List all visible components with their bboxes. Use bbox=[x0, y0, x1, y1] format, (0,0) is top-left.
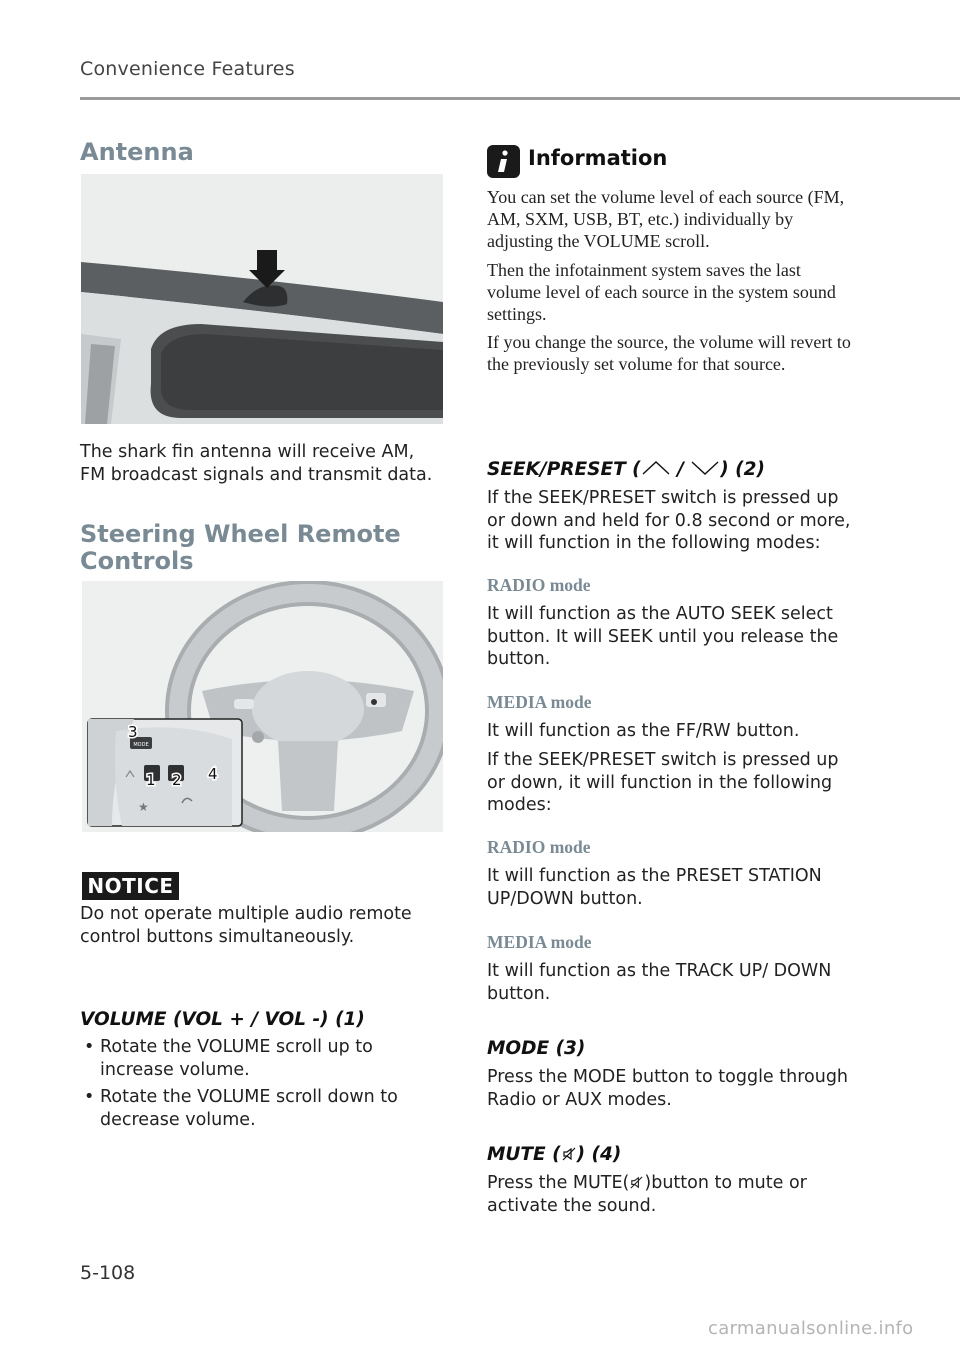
seek-heading bbox=[487, 459, 765, 480]
notice-text: Do not operate multiple audio remote control buttons simultaneously. bbox=[80, 904, 412, 947]
seek-hold-media-text: It will function as the FF/RW button. bbox=[487, 721, 800, 741]
seek-hold-radio-text: It will function as the AUTO SEEK select button. It will SEEK until you release the button. bbox=[487, 604, 839, 669]
mode-text: Press the MODE button to toggle through Radio or AUX modes. bbox=[487, 1067, 849, 1110]
information-paragraph: If you change the source, the volume will revert to the previously set volume for that source. bbox=[487, 332, 851, 374]
mode-button-label: MODE bbox=[133, 742, 149, 748]
mute-heading bbox=[487, 1144, 621, 1165]
callout-3: 3 bbox=[128, 723, 138, 741]
mute-icon bbox=[629, 1175, 644, 1190]
header-section-title: Convenience Features bbox=[80, 58, 295, 80]
mode-heading: MODE (3) bbox=[487, 1038, 586, 1059]
svg-text:★: ★ bbox=[138, 800, 149, 814]
seek-heading-prefix: SEEK/PRESET ( bbox=[487, 459, 641, 480]
seek-press-radio-text: It will function as the PRESET STATION UP/DOWN button. bbox=[487, 866, 822, 909]
notice-badge: NOTICE bbox=[82, 872, 179, 900]
steering-wheel-figure bbox=[82, 581, 443, 832]
antenna-heading: Antenna bbox=[80, 138, 194, 166]
steering-heading-line2: Controls bbox=[80, 547, 194, 575]
mute-heading-prefix: MUTE ( bbox=[487, 1144, 561, 1165]
seek-press-media-text: It will function as the TRACK UP/ DOWN button. bbox=[487, 961, 832, 1004]
antenna-description: The shark fin antenna will receive AM, FM broadcast signals and transmit data. bbox=[80, 442, 433, 485]
volume-bullet-down: • Rotate the VOLUME scroll down to decrease volume. bbox=[84, 1086, 444, 1131]
steering-wheel-illustration bbox=[82, 581, 443, 832]
steering-heading-line1: Steering Wheel Remote bbox=[80, 520, 401, 548]
page-number: 5-108 bbox=[80, 1262, 136, 1284]
seek-hold-radio-label: RADIO mode bbox=[487, 575, 591, 595]
mute-text-suffix: )button to mute or activate the sound. bbox=[487, 1173, 807, 1216]
car-roof-illustration bbox=[81, 174, 443, 424]
information-paragraph: Then the infotainment system saves the last volume level of each source in the system sound settings. bbox=[487, 260, 836, 324]
seek-press-radio-label: RADIO mode bbox=[487, 837, 591, 857]
volume-heading: VOLUME (VOL + / VOL -) (1) bbox=[80, 1009, 365, 1030]
watermark: carmanualsonline.info bbox=[708, 1318, 914, 1339]
steering-heading bbox=[80, 521, 401, 575]
callout-1: 1 bbox=[146, 771, 156, 789]
mute-heading-suffix: ) (4) bbox=[576, 1144, 622, 1165]
header-divider bbox=[80, 97, 960, 100]
mute-text-prefix: Press the MUTE( bbox=[487, 1173, 630, 1193]
volume-bullet-up: • Rotate the VOLUME scroll up to increase volume. bbox=[84, 1036, 444, 1081]
information-title: Information bbox=[528, 146, 668, 170]
seek-press-intro: If the SEEK/PRESET switch is pressed up or down, it will function in the following modes: bbox=[487, 750, 839, 815]
seek-hold-media-label: MEDIA mode bbox=[487, 692, 592, 712]
information-paragraph: You can set the volume level of each source (FM, AM, SXM, USB, BT, etc.) individually by adjusting the VOLUME scroll. bbox=[487, 187, 845, 251]
chevron-up-icon bbox=[641, 460, 671, 476]
volume-bullet-list bbox=[84, 1036, 444, 1136]
seek-heading-separator: / bbox=[670, 459, 691, 480]
chevron-down-icon bbox=[690, 460, 720, 476]
callout-2: 2 bbox=[172, 771, 182, 789]
mute-text bbox=[487, 1172, 857, 1217]
mute-icon bbox=[561, 1146, 577, 1162]
seek-heading-suffix: ) (2) bbox=[720, 459, 765, 480]
antenna-figure bbox=[81, 174, 443, 424]
callout-4: 4 bbox=[208, 765, 218, 783]
seek-hold-intro: If the SEEK/PRESET switch is pressed up or down and held for 0.8 second or more, it will function in the following modes: bbox=[487, 488, 851, 553]
seek-press-media-label: MEDIA mode bbox=[487, 932, 592, 952]
info-icon bbox=[487, 145, 520, 178]
